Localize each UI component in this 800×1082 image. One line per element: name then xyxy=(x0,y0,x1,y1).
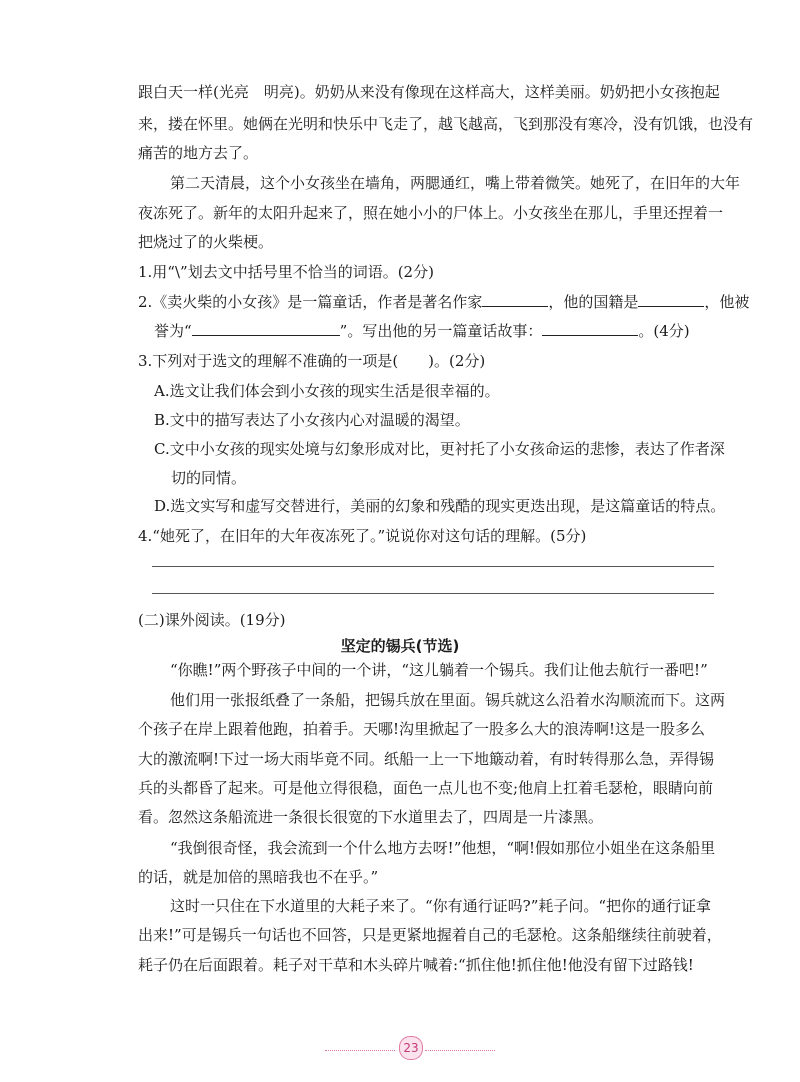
question-3-text: 3.下列对于选文的理解不准确的一项是( xyxy=(138,352,399,370)
story-line: 他们用一张报纸叠了一条船，把锡兵放在里面。锡兵就这么沿着水沟顺流而下。这两 xyxy=(170,691,726,709)
section-heading: (二)课外阅读。(19分) xyxy=(138,611,286,629)
story-line: 这时一只住在下水道里的大耗子来了。“你有通行证吗?”耗子问。“把你的通行证拿 xyxy=(170,897,712,915)
answer-line[interactable] xyxy=(152,593,714,594)
question-2-text: ，他的国籍是 xyxy=(548,293,639,311)
option-a: A.选文让我们体会到小女孩的现实生活是很幸福的。 xyxy=(154,382,500,400)
option-d: D.选文实写和虚写交替进行，美丽的幻象和残酷的现实更迭出现，是这篇童话的特点。 xyxy=(154,497,726,515)
option-c: C.文中小女孩的现实处境与幻象形成对比，更衬托了小女孩命运的悲惨，表达了作者深 xyxy=(154,440,725,458)
question-4: 4.“她死了，在旧年的大年夜冻死了。”说说你对这句话的理解。(5分) xyxy=(138,527,587,545)
question-3 xyxy=(138,351,485,371)
story-line: 看。忽然这条船流进一条很长很宽的下水道里去了，四周是一片漆黑。 xyxy=(138,808,604,826)
question-2-text: 2.《卖火柴的小女孩》是一篇童话，作者是著名作家 xyxy=(138,293,483,311)
question-2-text: 誉为“ xyxy=(154,322,192,340)
option-c-cont: 切的同情。 xyxy=(171,469,247,487)
question-2-text: 。(4分) xyxy=(638,322,690,340)
story-line: 耗子仍在后面跟着。耗子对干草和木头碎片喊着:“抓住他!抓住他!他没有留下过路钱! xyxy=(138,956,694,974)
honor-title-blank[interactable] xyxy=(192,321,340,336)
question-2-text: ”。写出他的另一篇童话故事： xyxy=(339,322,543,340)
story-blank[interactable] xyxy=(542,321,638,336)
option-b: B.文中的描写表达了小女孩内心对温暖的渴望。 xyxy=(154,411,470,429)
answer-line[interactable] xyxy=(152,566,714,567)
story-line: 个孩子在岸上跟着他跑，拍着手。天哪!沟里掀起了一股多么大的浪涛啊!这是一股多么 xyxy=(138,720,706,738)
passage-line: 夜冻死了。新年的太阳升起来了，照在她小小的尸体上。小女孩坐在那儿，手里还捏着一 xyxy=(138,204,724,222)
passage-line: 第二天清晨，这个小女孩坐在墙角，两腮通红，嘴上带着微笑。她死了，在旧年的大年 xyxy=(170,174,741,192)
story-line: “你瞧!”两个野孩子中间的一个讲，“这儿躺着一个锡兵。我们让他去航行一番吧!” xyxy=(170,661,708,679)
story-title: 坚定的锡兵(节选) xyxy=(340,637,460,655)
nationality-blank[interactable] xyxy=(638,292,704,307)
story-line: 出来!”可是锡兵一句话也不回答，只是更紧地握着自己的毛瑟枪。这条船继续往前驶着， xyxy=(138,926,722,944)
passage-line: 把烧过了的火柴梗。 xyxy=(138,233,274,251)
question-2 xyxy=(138,292,749,312)
question-3-text: )。(2分) xyxy=(428,352,486,370)
question-1: 1.用“\”划去文中括号里不恰当的词语。(2分) xyxy=(138,263,434,281)
footer-divider xyxy=(425,1050,495,1051)
passage-line: 来，搂在怀里。她俩在光明和快乐中飞走了，越飞越高，飞到那没有寒冷，没有饥饿，也没有 xyxy=(138,115,754,133)
story-line: 大的激流啊!下过一场大雨毕竟不同。纸船一上一下地簸动着，有时转得那么急，弄得锡 xyxy=(138,750,715,768)
passage-line: 跟白天一样(光亮 明亮)。奶奶从来没有像现在这样高大，这样美丽。奶奶把小女孩抱起 xyxy=(138,83,720,101)
footer-divider xyxy=(325,1050,395,1051)
page-number: 23 xyxy=(399,1036,423,1060)
question-2-cont xyxy=(154,321,690,341)
story-line: “我倒很奇怪，我会流到一个什么地方去呀!”他想，“啊!假如那位小姐坐在这条船里 xyxy=(170,839,716,857)
question-2-text: ，他被 xyxy=(704,293,750,311)
story-line: 的话，就是加倍的黑暗我也不在乎。” xyxy=(138,868,379,886)
passage-line: 痛苦的地方去了。 xyxy=(138,144,259,162)
author-blank[interactable] xyxy=(482,292,548,307)
story-line: 兵的头都昏了起来。可是他立得很稳，面色一点儿也不变;他肩上扛着毛瑟枪，眼睛向前 xyxy=(138,779,714,797)
